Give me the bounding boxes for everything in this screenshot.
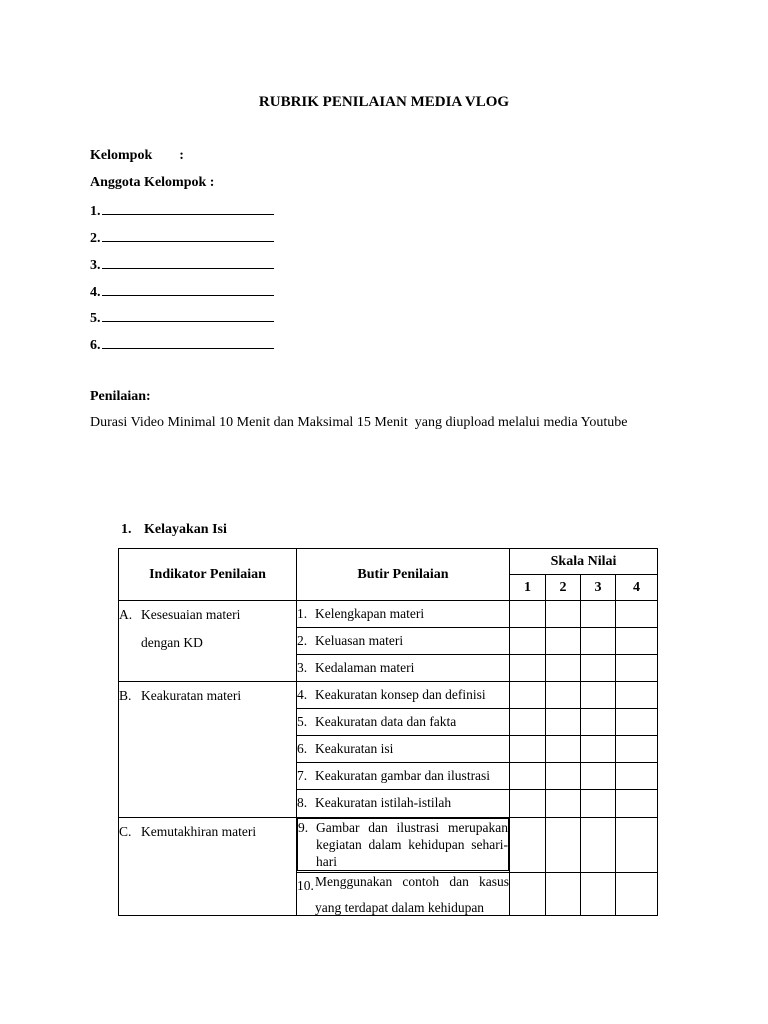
indikator-cell (119, 818, 297, 916)
score-cell[interactable] (581, 682, 616, 709)
member-blank (102, 256, 274, 269)
table-row (119, 682, 658, 709)
butir-number: 2. (297, 633, 308, 648)
score-cell[interactable] (616, 790, 658, 818)
penilaian-label: Penilaian: (90, 389, 151, 404)
header-row (119, 549, 658, 575)
butir-text: Menggunakan contoh dan kasus yang terdapat dalam kehidupan (315, 874, 509, 915)
score-cell[interactable] (546, 709, 581, 736)
member-blank (102, 202, 274, 215)
member-blank (102, 309, 274, 322)
document-title: RUBRIK PENILAIAN MEDIA VLOG (258, 94, 510, 110)
score-cell[interactable] (581, 763, 616, 790)
indikator-letter: B. (119, 688, 132, 703)
score-cell[interactable] (581, 709, 616, 736)
header-skala: Skala Nilai (510, 549, 658, 575)
member-line-4 (90, 283, 274, 301)
score-cell[interactable] (616, 682, 658, 709)
score-cell[interactable] (546, 790, 581, 818)
butir-number: 6. (297, 741, 308, 756)
butir-cell (297, 709, 510, 736)
score-cell[interactable] (616, 628, 658, 655)
butir-text: Keakuratan gambar dan ilustrasi (315, 768, 491, 783)
butir-cell (297, 736, 510, 763)
score-cell[interactable] (581, 655, 616, 682)
butir-number: 9. (298, 820, 309, 835)
member-number: 1. (90, 204, 101, 219)
butir-cell (297, 873, 510, 916)
section-title: Kelayakan Isi (144, 522, 227, 537)
kelompok-label: Kelompok (90, 148, 153, 163)
rubric-table (118, 548, 658, 916)
score-cell[interactable] (581, 736, 616, 763)
butir-cell (297, 682, 510, 709)
score-header-4: 4 (616, 575, 658, 601)
score-cell[interactable] (546, 763, 581, 790)
butir-number: 1. (297, 606, 308, 621)
indikator-text: Keakuratan materi (141, 688, 242, 703)
anggota-label: Anggota Kelompok : (90, 175, 215, 190)
indikator-cell (119, 682, 297, 818)
butir-number: 10. (297, 878, 314, 893)
score-cell[interactable] (616, 873, 658, 916)
butir-text: Gambar dan ilustrasi merupakan kegiatan dalam kehidupan sehari-hari (316, 820, 508, 869)
score-cell[interactable] (616, 709, 658, 736)
score-cell[interactable] (616, 601, 658, 628)
score-cell[interactable] (581, 628, 616, 655)
score-cell[interactable] (546, 818, 581, 873)
score-cell[interactable] (616, 655, 658, 682)
member-blank (102, 283, 274, 296)
score-header-2: 2 (546, 575, 581, 601)
score-cell[interactable] (616, 763, 658, 790)
section-heading (121, 522, 227, 538)
butir-cell (297, 628, 510, 655)
score-cell[interactable] (510, 709, 546, 736)
header-butir: Butir Penilaian (297, 549, 510, 601)
indikator-cell (119, 601, 297, 682)
butir-cell (297, 601, 510, 628)
indikator-text: Kemutakhiran materi (141, 824, 257, 839)
member-blank (102, 336, 274, 349)
score-cell[interactable] (510, 736, 546, 763)
score-cell[interactable] (581, 601, 616, 628)
butir-cell (297, 818, 509, 871)
member-number: 5. (90, 311, 101, 326)
member-number: 4. (90, 285, 101, 300)
butir-text: Keakuratan data dan fakta (315, 714, 457, 729)
butir-text: Keluasan materi (315, 633, 404, 648)
indikator-letter: C. (119, 824, 132, 839)
butir-number: 5. (297, 714, 308, 729)
member-line-5 (90, 309, 274, 327)
score-cell[interactable] (581, 790, 616, 818)
member-blank (102, 229, 274, 242)
score-cell[interactable] (546, 682, 581, 709)
kelompok-line (90, 148, 184, 164)
table-row (119, 818, 658, 873)
kelompok-colon: : (179, 148, 184, 163)
score-cell[interactable] (616, 818, 658, 873)
score-cell[interactable] (510, 790, 546, 818)
indikator-letter: A. (119, 607, 133, 622)
butir-text: Kelengkapan materi (315, 606, 425, 621)
butir-cell (297, 655, 510, 682)
member-line-2 (90, 229, 274, 247)
score-cell[interactable] (510, 682, 546, 709)
score-cell[interactable] (546, 628, 581, 655)
section-number: 1. (121, 522, 132, 537)
butir-text: Keakuratan istilah-istilah (315, 795, 452, 810)
butir-text: Kedalaman materi (315, 660, 415, 675)
score-cell[interactable] (581, 873, 616, 916)
score-cell[interactable] (546, 601, 581, 628)
score-cell[interactable] (510, 818, 546, 873)
member-number: 2. (90, 231, 101, 246)
butir-number: 7. (297, 768, 308, 783)
butir-cell (297, 763, 510, 790)
member-number: 6. (90, 338, 101, 353)
butir-text: Keakuratan konsep dan definisi (315, 687, 486, 702)
indikator-text: Kesesuaian materi (141, 607, 241, 622)
table-row (119, 601, 658, 628)
butir-text: Keakuratan isi (315, 741, 394, 756)
member-line-6 (90, 336, 274, 354)
member-line-3 (90, 256, 274, 274)
score-cell[interactable] (616, 736, 658, 763)
score-cell[interactable] (546, 873, 581, 916)
score-cell[interactable] (510, 601, 546, 628)
score-header-1: 1 (510, 575, 546, 601)
penilaian-text: Durasi Video Minimal 10 Menit dan Maksimal 15 Menit yang diupload melalui media Youtube (90, 415, 628, 430)
score-cell[interactable] (510, 655, 546, 682)
score-cell[interactable] (581, 818, 616, 873)
score-header-3: 3 (581, 575, 616, 601)
score-cell[interactable] (546, 736, 581, 763)
score-cell[interactable] (510, 628, 546, 655)
score-cell[interactable] (510, 763, 546, 790)
member-line-1 (90, 202, 274, 220)
header-indikator: Indikator Penilaian (119, 549, 297, 601)
butir-cell (297, 790, 510, 818)
butir-number: 3. (297, 660, 308, 675)
indikator-text: dengan KD (141, 635, 203, 650)
butir-number: 8. (297, 795, 308, 810)
score-cell[interactable] (510, 873, 546, 916)
member-number: 3. (90, 258, 101, 273)
score-cell[interactable] (546, 655, 581, 682)
butir-number: 4. (297, 687, 308, 702)
